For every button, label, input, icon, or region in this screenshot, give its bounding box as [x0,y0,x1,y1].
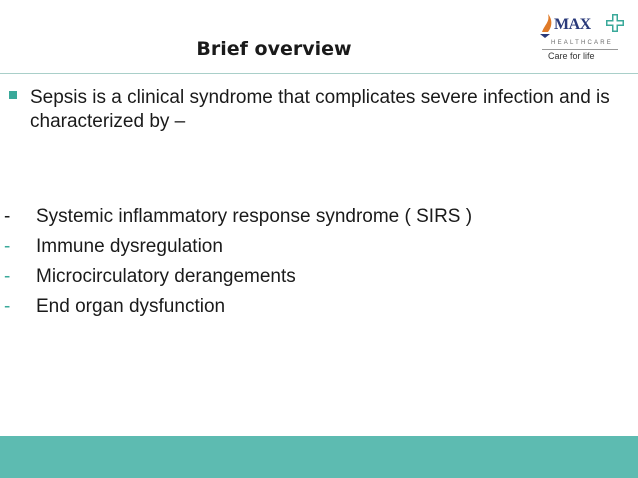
logo-brand-text: MAX [554,16,591,33]
list-item-text: End organ dysfunction [36,296,226,317]
footer-band [0,436,638,478]
main-bullet-text: Sepsis is a clinical syndrome that complicates severe infection and is characterized by – [30,87,610,132]
dash-marker: - [4,236,11,257]
dash-marker: - [4,206,11,227]
logo-tagline: Care for life [548,51,595,61]
max-healthcare-logo [536,10,628,66]
cross-icon [606,14,624,32]
dash-marker: - [4,296,11,317]
list-item [4,292,472,322]
list-item [4,202,472,232]
list-item-text: Microcirculatory derangements [36,266,296,287]
flame-base-icon [540,34,550,38]
main-bullet [9,86,629,134]
dash-marker: - [4,266,11,287]
list-item-text: Systemic inflammatory response syndrome ( SIRS ) [36,206,473,227]
square-bullet-icon [9,91,17,99]
feature-list [4,202,472,322]
logo-divider [542,49,618,50]
title-divider [0,73,638,74]
logo-subtitle: HEALTHCARE [551,40,613,46]
list-item-text: Immune dysregulation [36,236,223,257]
list-item [4,262,472,292]
flame-icon [542,14,551,32]
list-item [4,232,472,262]
slide-title: Brief overview [196,38,352,60]
